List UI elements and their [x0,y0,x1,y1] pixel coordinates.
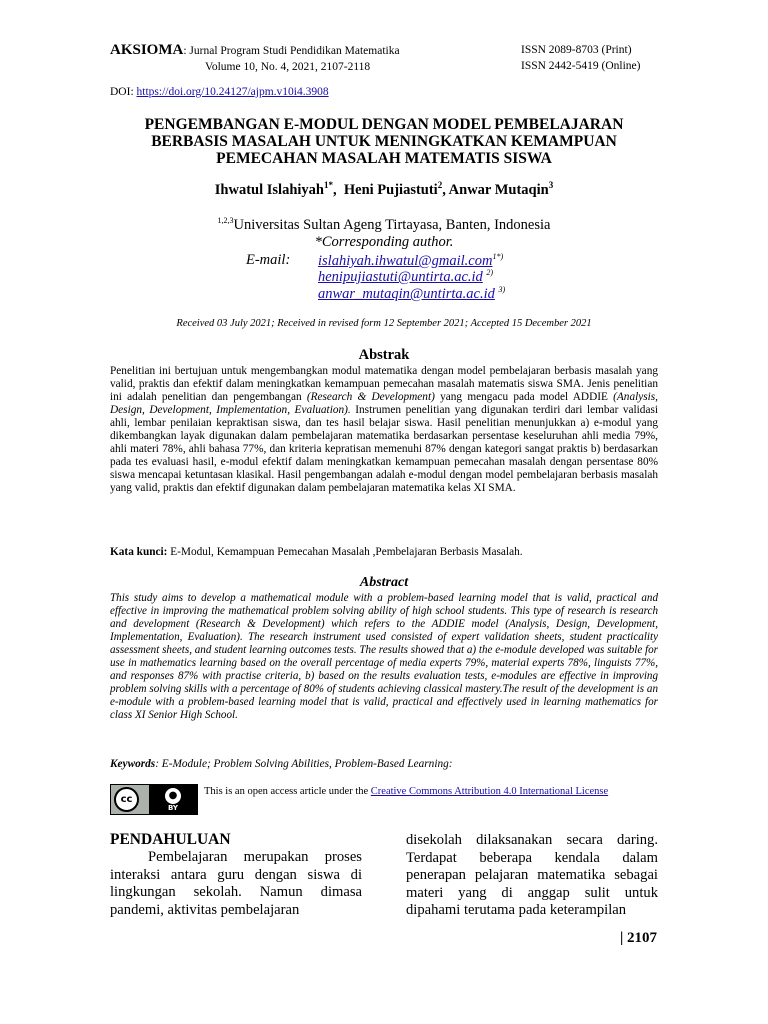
journal-name: AKSIOMA [110,42,184,58]
paragraph: Pembelajaran merupakan proses interaksi antara guru dengan siswa di lingkungan sekolah. Namun dimasa pandemi, aktivitas pembelajaran [110,849,362,918]
issn-info [521,42,640,74]
doi-link[interactable]: https://doi.org/10.24127/ajpm.v10i4.3908 [136,86,329,98]
cc-by-badge[interactable] [110,784,198,815]
abstract-body: This study aims to develop a mathematical module with a problem-based learning model that is valid, practical and effective in improving the mathematical problem solving ability of high school students. This type of research is research and development (Research & Development) which refers to the ADDIE model (Analysis, Design, Development, Implementation, Evaluation). The research instrument used consisted of expert validation sheets, student practicality assessment sheets, and student learning outcomes tests. The results showed that a) the e-module developed was suitable for use in mathematics learning based on the overall percentage of media experts 79%, material experts 78%, linguists 77%, and responses 87% with practise criteria, b) based on the results evaluation tests, e-modules are effective in improving problem solving skills with a percentage of 80% of students achieving classical mastery.The result of the development is an e-module with a problem-based learning model that is valid, practical and effectively used in learning mathematics for class XI Senior High School. [110,592,658,721]
issn-online: ISSN 2442-5419 (Online) [521,60,641,72]
doi-label: DOI: [110,86,137,98]
kata-kunci [110,546,658,558]
page-number: | 2107 [620,930,658,946]
affiliation [110,216,658,234]
kata-kunci-label: Kata kunci: [110,546,168,558]
paper-title [110,116,658,167]
keywords-text: : E-Module; Problem Solving Abilities, Problem-Based Learning: [155,758,453,770]
abstrak-italic: (Research & Development) [306,391,435,403]
abstract-heading: Abstract [359,575,409,590]
by-label: BY [167,804,179,812]
received-dates: Received 03 July 2021; Received in revised form 12 September 2021; Accepted 15 December 2021 [176,318,592,329]
section-heading: PENDAHULUAN [110,831,231,848]
email-sup: 2) [486,268,494,277]
email-entry [318,268,493,286]
email-label: E-mail: [246,252,291,268]
author-name: Heni Pujiastuti [343,181,438,198]
author-name: Ihwatul Islahiyah [214,181,324,198]
abstrak-italic: (Analysis, Design, Development, Implementation, Evaluation). [110,391,659,416]
author-sup: 1* [323,180,333,190]
email-link[interactable]: islahiyah.ihwatul@gmail.com [318,252,493,269]
body-column-right: disekolah dilaksanakan secara daring. Terdapat beberapa kendala dalam penerapan pelajaran matematika sebagai materi yang di anggap sulit untuk dipahami terutama pada keterampilan [406,832,658,918]
doi-line [110,86,329,98]
author-sup: 3 [548,180,554,190]
author-name: Anwar Mutaqin [448,181,549,198]
body-column-left [110,849,362,919]
kata-kunci-text: E-Modul, Kemampuan Pemecahan Masalah ,Pembelajaran Berbasis Masalah. [167,546,523,558]
journal-info [110,42,400,75]
title-line-3: PEMECAHAN MASALAH MATEMATIS SISWA [216,150,552,167]
keywords [110,758,658,770]
email-link[interactable]: anwar_mutaqin@untirta.ac.id [318,285,495,302]
by-panel [149,785,197,814]
email-sup: 1*) [492,252,504,261]
abstrak-text: Instrumen penelitian yang digunakan terdiri dari lembar validasi ahli, lembar penilaian kepraktisan siswa, dan tes hasil belajar siswa. Hasil penelitian menunjukkan a) e-modul yang dikembangkan layak digunakan dalam pembelajaran matematika berdasarkan persentase keseluruhan ahli media 79%, ahli materi 78%, ahli bahasa 77%, dan kriteria kepratisan memenuhi 87% dengan kategori sangat praktis b) berdasarkan pada tes evaluasi hasil, e-modul efektif dalam meningkatkan kemampuan pemecahan masalah dengan persentase 80% siswa mencapai ketuntasan klasikal. Hasil pengembangan adalah e-modul dengan model pembelajaran berbasis masalah yang valid, praktis dan efektif digunakan dalam pembelajaran matematika kelas XI SMA. [110,404,658,494]
title-line-1: PENGEMBANGAN E-MODUL DENGAN MODEL PEMBELAJARAN [144,116,624,133]
abstrak-text: Penelitian ini bertujuan untuk mengembangkan modul matematika dengan model pembelajaran berbasis masalah yang valid, praktis dan efektif dalam meningkatkan kemampuan pemecahan masalah matematis siswa SMA. Jenis penelitian ini adalah penelitian dan pengembangan [110,365,658,403]
person-icon: ● [165,788,181,804]
title-line-2: BERBASIS MASALAH UNTUK MENINGKATKAN KEMAMPUAN [151,133,617,150]
affiliation-text: Universitas Sultan Ageng Tirtayasa, Banten, Indonesia [233,216,551,233]
email-entry [318,285,505,303]
keywords-label: Keywords [110,758,156,770]
corresponding-note: *Corresponding author. [314,234,454,250]
abstrak-heading: Abstrak [358,347,410,363]
email-link[interactable]: henipujiastuti@untirta.ac.id [318,268,483,285]
license-line [204,786,608,797]
email-sup: 3) [498,285,506,294]
journal-volume: Volume 10, No. 4, 2021, 2107-2118 [205,61,371,73]
license-text: This is an open access article under the [204,786,371,797]
cc-icon: cc [114,787,139,812]
journal-description: : Jurnal Program Studi Pendidikan Matematika [183,45,400,57]
author-sup: 2 [437,180,443,190]
abstrak-body [110,365,658,495]
license-link[interactable]: Creative Commons Attribution 4.0 International License [370,786,609,797]
author-list: Ihwatul Islahiyah$^{1*}$, Heni Pujiastuti$^2$, Anwar Mutaqin$^3$ [214,180,554,198]
abstrak-text: yang mengacu pada model ADDIE [434,391,614,403]
affiliation-sup: 1,2,3 [217,216,234,225]
issn-print: ISSN 2089-8703 (Print) [521,44,632,56]
